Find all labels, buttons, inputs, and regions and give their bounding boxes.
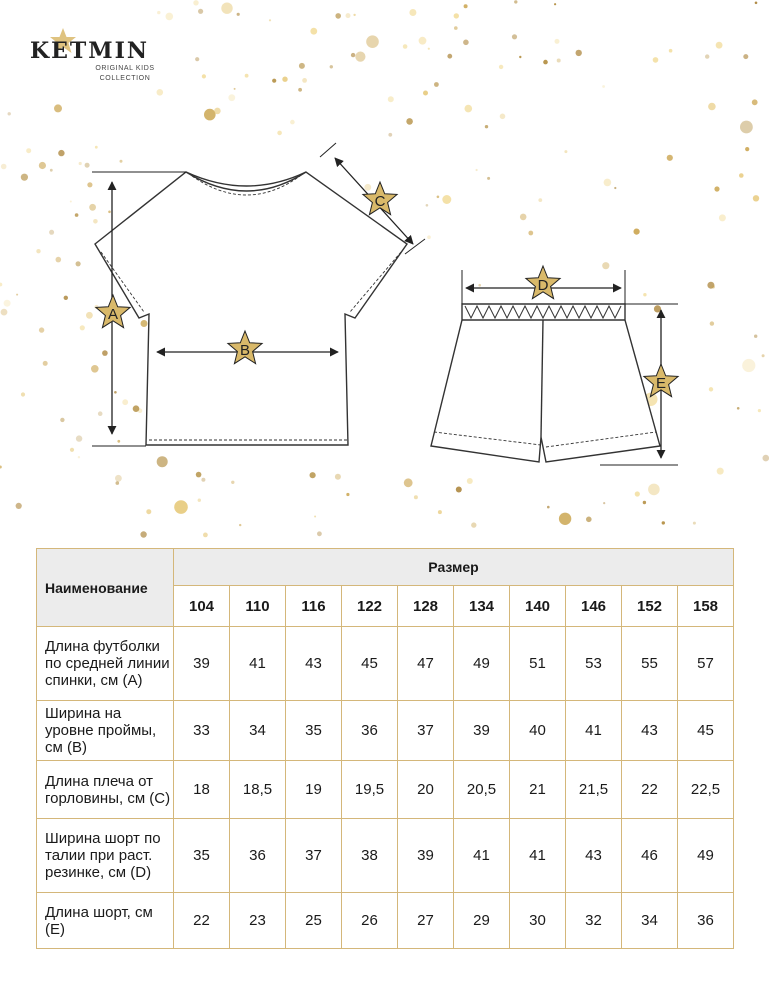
measurement-value-cell: 25: [286, 893, 342, 949]
shorts-drawing: [431, 304, 660, 462]
label-d: D: [537, 277, 549, 294]
measurement-value-cell: 43: [622, 701, 678, 761]
measurement-value-cell: 34: [622, 893, 678, 949]
name-column-header: Наименование: [37, 549, 174, 627]
measurement-value-cell: 19: [286, 761, 342, 819]
measurement-value-cell: 27: [398, 893, 454, 949]
size-chart-body: [37, 627, 734, 949]
table-row: [37, 761, 734, 819]
measurement-value-cell: 53: [566, 627, 622, 701]
size-header-cell: 140: [510, 586, 566, 627]
brand-name: KETMIN: [30, 38, 150, 64]
measurement-value-cell: 20,5: [454, 761, 510, 819]
size-header-cell: 128: [398, 586, 454, 627]
measurement-value-cell: 32: [566, 893, 622, 949]
measurement-value-cell: 46: [622, 819, 678, 893]
label-a: A: [107, 306, 119, 323]
size-header-cell: 158: [678, 586, 734, 627]
measurement-value-cell: 41: [566, 701, 622, 761]
tshirt-drawing: [95, 172, 407, 445]
measurement-name-cell: Длина плеча от горловины, см (С): [37, 761, 174, 819]
measurement-value-cell: 36: [230, 819, 286, 893]
table-row: [37, 819, 734, 893]
measurement-value-cell: 21: [510, 761, 566, 819]
measurement-value-cell: 49: [678, 819, 734, 893]
table-row: [37, 627, 734, 701]
label-star-a: [96, 295, 130, 328]
measurement-name-cell: Длина футболки по средней линии спинки, см (А): [37, 627, 174, 701]
measurement-value-cell: 36: [342, 701, 398, 761]
measurement-value-cell: 22: [622, 761, 678, 819]
measurement-value-cell: 40: [510, 701, 566, 761]
measurement-value-cell: 35: [286, 701, 342, 761]
measurement-value-cell: 57: [678, 627, 734, 701]
size-chart-table: [36, 548, 734, 949]
measurement-value-cell: 41: [230, 627, 286, 701]
measurement-value-cell: 43: [286, 627, 342, 701]
measurement-value-cell: 36: [678, 893, 734, 949]
label-b: B: [239, 342, 251, 359]
table-row: [37, 893, 734, 949]
size-header-cell: 152: [622, 586, 678, 627]
measurement-value-cell: 45: [342, 627, 398, 701]
measurement-value-cell: 20: [398, 761, 454, 819]
measurement-value-cell: 39: [398, 819, 454, 893]
measurement-value-cell: 37: [286, 819, 342, 893]
size-column-header: Размер: [174, 549, 734, 586]
brand-tagline-line1: ORIGINAL KIDS: [95, 65, 155, 72]
measurement-value-cell: 41: [510, 819, 566, 893]
measurement-value-cell: 38: [342, 819, 398, 893]
measurement-value-cell: 33: [174, 701, 230, 761]
label-star-d: [526, 266, 560, 299]
measurement-value-cell: 26: [342, 893, 398, 949]
size-header-cell: 122: [342, 586, 398, 627]
measurement-value-cell: 30: [510, 893, 566, 949]
size-header-cell: 134: [454, 586, 510, 627]
measurement-value-cell: 34: [230, 701, 286, 761]
measurement-value-cell: 35: [174, 819, 230, 893]
measurement-value-cell: 39: [454, 701, 510, 761]
measurement-value-cell: 45: [678, 701, 734, 761]
measurement-value-cell: 23: [230, 893, 286, 949]
measurement-name-cell: Длина шорт, см (Е): [37, 893, 174, 949]
measurement-value-cell: 29: [454, 893, 510, 949]
measurement-value-cell: 47: [398, 627, 454, 701]
measurement-value-cell: 19,5: [342, 761, 398, 819]
measurement-name-cell: Ширина шорт по талии при раст. резинке, см (D): [37, 819, 174, 893]
label-star-c: [363, 182, 397, 215]
label-e: E: [655, 375, 667, 392]
measurement-value-cell: 18: [174, 761, 230, 819]
measurement-value-cell: 41: [454, 819, 510, 893]
brand-tagline-line2: COLLECTION: [99, 75, 151, 82]
measurement-value-cell: 51: [510, 627, 566, 701]
measurement-value-cell: 37: [398, 701, 454, 761]
size-chart-table-container: [36, 548, 733, 949]
size-header-cell: 110: [230, 586, 286, 627]
measurement-name-cell: Ширина на уровне проймы, см (В): [37, 701, 174, 761]
table-row: [37, 701, 734, 761]
measurement-value-cell: 22: [174, 893, 230, 949]
measurement-value-cell: 39: [174, 627, 230, 701]
size-header-cell: 116: [286, 586, 342, 627]
measurement-value-cell: 21,5: [566, 761, 622, 819]
size-header-cell: 104: [174, 586, 230, 627]
label-c: C: [374, 193, 386, 210]
measurement-value-cell: 49: [454, 627, 510, 701]
label-star-e: [644, 364, 678, 397]
measurement-value-cell: 18,5: [230, 761, 286, 819]
size-header-cell: 146: [566, 586, 622, 627]
measurement-value-cell: 22,5: [678, 761, 734, 819]
measurement-value-cell: 43: [566, 819, 622, 893]
measurement-value-cell: 55: [622, 627, 678, 701]
